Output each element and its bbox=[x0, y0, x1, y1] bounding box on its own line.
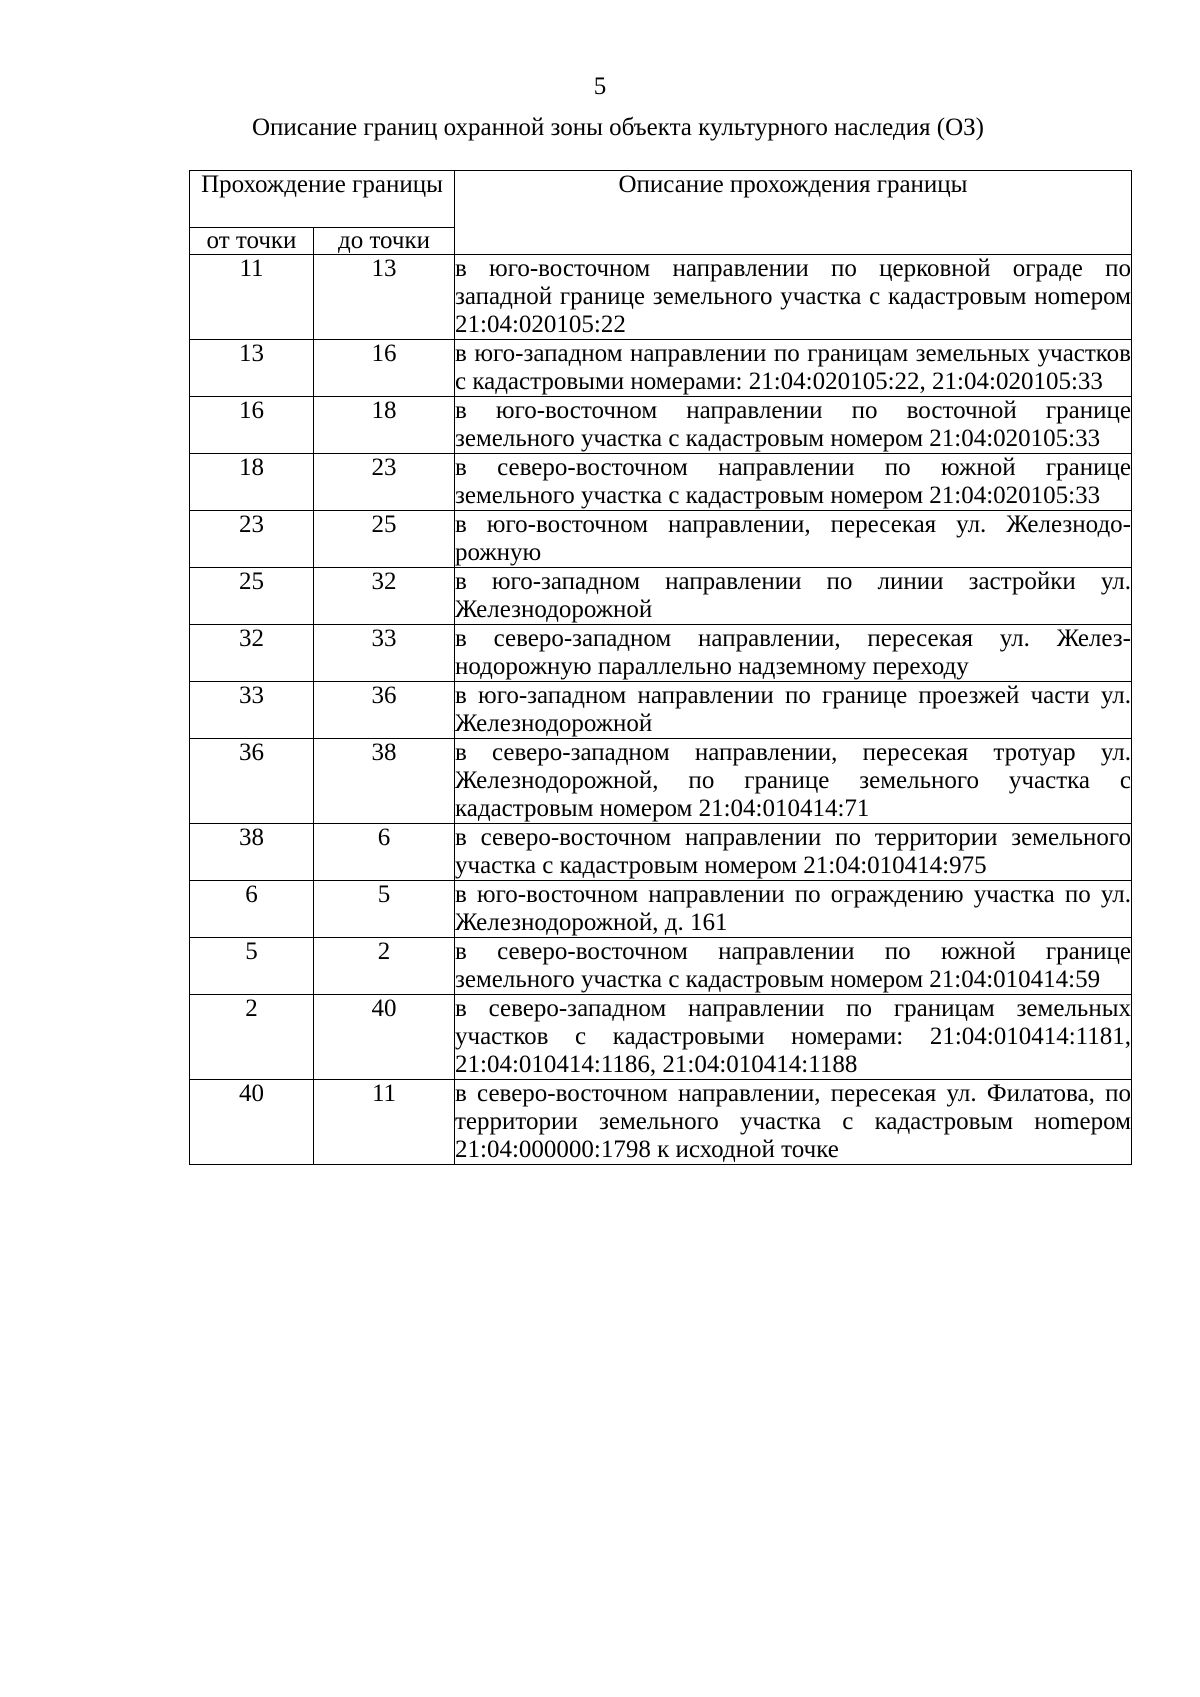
document-title: Описание границ охранной зоны объекта культурного наследия (ОЗ) bbox=[251, 114, 985, 141]
to-point-cell: 13 bbox=[314, 255, 455, 340]
table-body bbox=[190, 255, 1132, 1165]
table-row bbox=[190, 568, 1132, 625]
from-point-cell: 32 bbox=[190, 625, 314, 682]
table-row bbox=[190, 255, 1132, 340]
description-cell: в юго-восточном направлении по ограждению участка по ул. Железнодорожной, д. 161 bbox=[455, 881, 1131, 936]
from-point-cell: 13 bbox=[190, 340, 314, 397]
header-from-point: от точки bbox=[190, 228, 314, 255]
to-point-cell: 2 bbox=[314, 938, 455, 995]
to-point-cell: 33 bbox=[314, 625, 455, 682]
description-cell: в юго-западном направлении по границам земельных участков с кадастровыми номерами: 21:04:020105:22, 21:04:020105:33 bbox=[455, 340, 1131, 395]
description-cell: в северо-западном направлении по границам земельных участков с кадастровыми номерами: 21:04:010414:1181, 21:04:010414:1186, 21:04:010414:1188 bbox=[455, 995, 1131, 1078]
table-row bbox=[190, 739, 1132, 824]
table-row bbox=[190, 454, 1132, 511]
to-point-cell: 36 bbox=[314, 682, 455, 739]
description-cell: в северо-западном направлении, пересекая ул. Железнодорожную параллельно надземному переходу bbox=[455, 625, 1131, 680]
from-point-cell: 40 bbox=[190, 1080, 314, 1165]
to-point-cell: 40 bbox=[314, 995, 455, 1080]
to-point-cell: 23 bbox=[314, 454, 455, 511]
from-point-cell: 16 bbox=[190, 397, 314, 454]
from-point-cell: 25 bbox=[190, 568, 314, 625]
table-row bbox=[190, 511, 1132, 568]
to-point-cell: 25 bbox=[314, 511, 455, 568]
description-cell: в северо-восточном направлении по южной границе земельного участка с кадастровым номером 21:04:020105:33 bbox=[455, 454, 1131, 509]
to-point-cell: 5 bbox=[314, 881, 455, 938]
description-cell: в юго-восточном направлении по восточной границе земельного участка с кадастровым номером 21:04:020105:33 bbox=[455, 397, 1131, 452]
to-point-cell: 6 bbox=[314, 824, 455, 881]
description-cell: в юго-восточном направлении по церковной ограде по западной границе земельного участка с кадастровым ноmером 21:04:020105:22 bbox=[455, 255, 1131, 338]
table-row bbox=[190, 881, 1132, 938]
from-point-cell: 38 bbox=[190, 824, 314, 881]
from-point-cell: 33 bbox=[190, 682, 314, 739]
header-to-point: до точки bbox=[314, 228, 455, 255]
to-point-cell: 11 bbox=[314, 1080, 455, 1165]
from-point-cell: 6 bbox=[190, 881, 314, 938]
to-point-cell: 32 bbox=[314, 568, 455, 625]
description-cell: в юго-восточном направлении, пересекая ул. Железнодорожную bbox=[455, 511, 1131, 566]
description-cell: в юго-западном направлении по границе проезжей части ул. Железнодорожной bbox=[455, 682, 1131, 737]
to-point-cell: 18 bbox=[314, 397, 455, 454]
page-number: 5 bbox=[593, 73, 607, 100]
table-row bbox=[190, 824, 1132, 881]
table-row bbox=[190, 397, 1132, 454]
table-row bbox=[190, 995, 1132, 1080]
header-boundary-passage: Прохождение границы bbox=[190, 171, 455, 228]
description-cell: в северо-западном направлении, пересекая тротуар ул. Железнодорожной, по границе земельного участка с кадастровым номером 21:04:010414:71 bbox=[455, 739, 1131, 822]
table-row bbox=[190, 938, 1132, 995]
description-cell: в северо-восточном направлении по территории земельного участка с кадастровым номером 21:04:010414:975 bbox=[455, 824, 1131, 879]
from-point-cell: 36 bbox=[190, 739, 314, 824]
description-cell: в северо-восточном направлении, пересекая ул. Филатова, по территории земельного участка с кадастровым ноmером 21:04:000000:1798 к исходной точке bbox=[455, 1080, 1131, 1163]
from-point-cell: 2 bbox=[190, 995, 314, 1080]
boundary-description-table bbox=[189, 170, 1132, 1165]
description-cell: в северо-восточном направлении по южной границе земельного участка с кадастровым номером 21:04:010414:59 bbox=[455, 938, 1131, 993]
from-point-cell: 11 bbox=[190, 255, 314, 340]
table-row bbox=[190, 625, 1132, 682]
header-description: Описание прохождения границы bbox=[455, 171, 1132, 255]
table-row bbox=[190, 1080, 1132, 1165]
from-point-cell: 5 bbox=[190, 938, 314, 995]
from-point-cell: 18 bbox=[190, 454, 314, 511]
table-row bbox=[190, 340, 1132, 397]
from-point-cell: 23 bbox=[190, 511, 314, 568]
description-cell: в юго-западном направлении по линии застройки ул. Железнодорожной bbox=[455, 568, 1131, 623]
table-row bbox=[190, 682, 1132, 739]
to-point-cell: 16 bbox=[314, 340, 455, 397]
to-point-cell: 38 bbox=[314, 739, 455, 824]
